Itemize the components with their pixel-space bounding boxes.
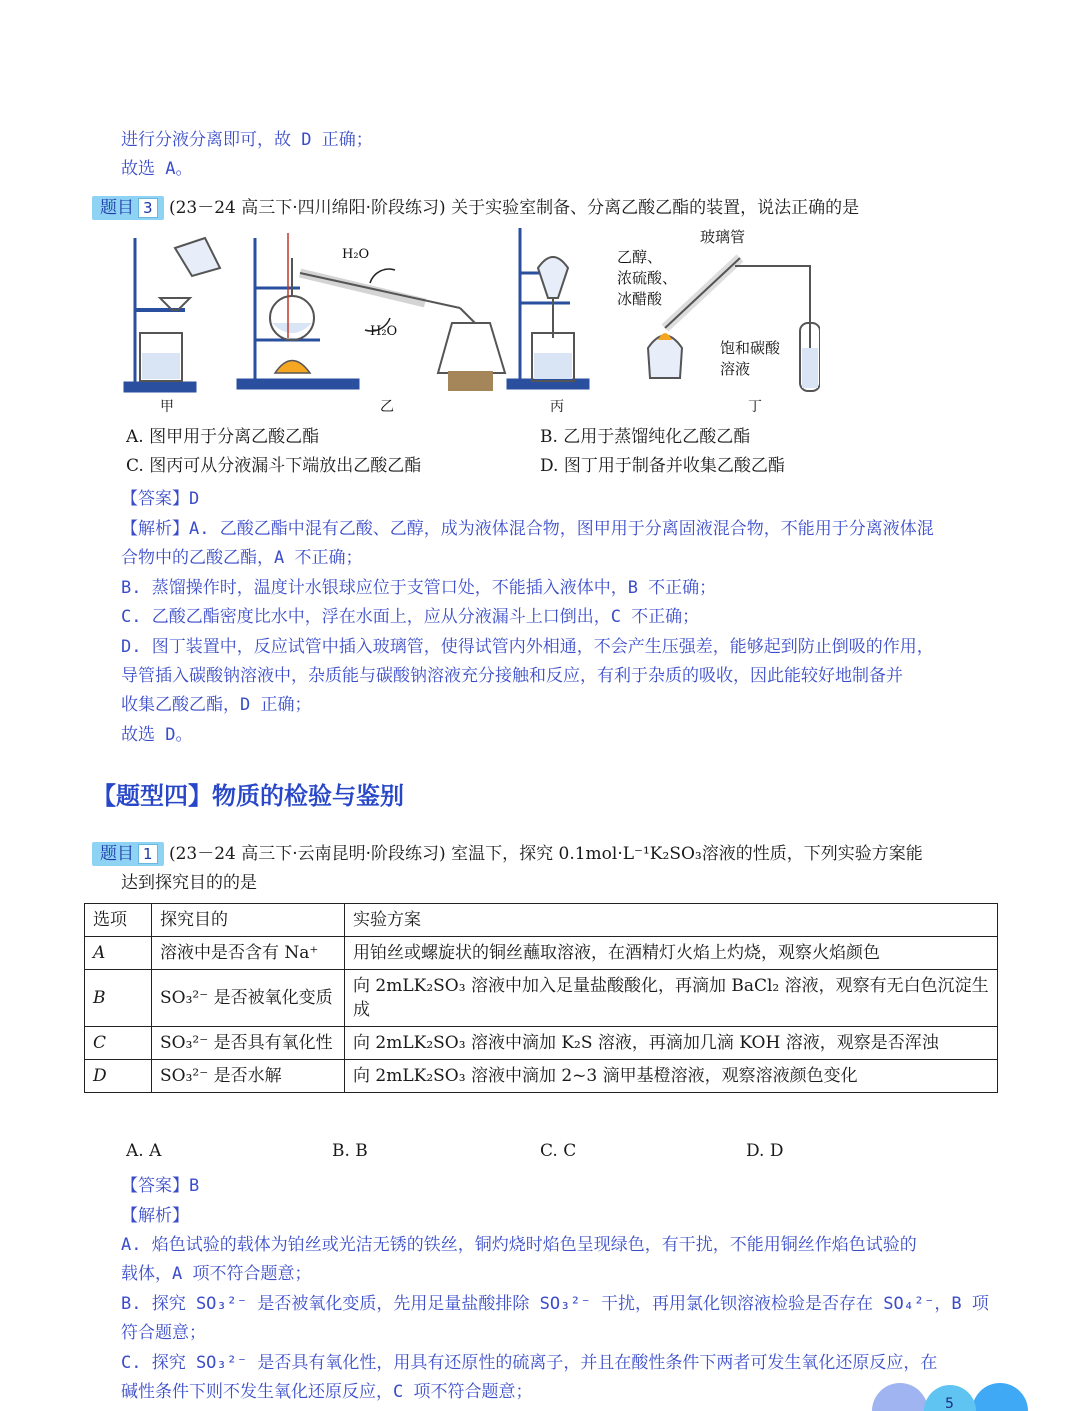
h2o-top-label: H₂O (342, 247, 370, 262)
q1-analysis-line-4: 符合题意； (121, 1323, 206, 1343)
apparatus-yi (238, 233, 505, 391)
apparatus-bing (508, 228, 588, 388)
table-header-row (85, 904, 998, 937)
q3-analysis-line-8: 故选 D。 (121, 725, 193, 745)
q3-analysis-line-5: D. 图丁装置中，反应试管中插入玻璃管，使得试管内外相通，不会产生压强差，能够起到防止倒吸的作用， (121, 637, 934, 657)
q1-option-d: D. D (746, 1141, 784, 1161)
question-1-header (92, 842, 923, 866)
table-header-cell: 探究目的 (152, 904, 345, 937)
table-cell: 向 2mLK₂SO₃ 溶液中滴加 K₂S 溶液，再滴加几滴 KOH 溶液，观察是否浑浊 (345, 1027, 998, 1060)
question-tag: 题目 1 (92, 842, 164, 866)
table-row (85, 1027, 998, 1060)
apparatus-figure (120, 228, 820, 418)
q3-option-d: D. 图丁用于制备并收集乙酸乙酯 (540, 456, 785, 476)
table-cell: B (85, 970, 152, 1027)
apparatus-jia (125, 238, 220, 391)
table-header-cell: 实验方案 (345, 904, 998, 937)
q3-analysis-line-4: C. 乙酸乙酯密度比水中，浮在水面上，应从分液漏斗上口倒出，C 不正确； (121, 607, 700, 627)
q3-analysis-line-3: B. 蒸馏操作时，温度计水银球应位于支管口处，不能插入液体中，B 不正确； (121, 578, 717, 598)
q1-answer: 【答案】B (121, 1176, 200, 1196)
reagents-label-3: 冰醋酸 (617, 290, 663, 308)
q1-analysis-line-2: 载体，A 项不符合题意； (121, 1264, 312, 1284)
q3-option-b: B. 乙用于蒸馏纯化乙酸乙酯 (540, 427, 751, 447)
glass-tube-label: 玻璃管 (700, 228, 746, 246)
question-1-stem-2: 达到探究目的的是 (121, 873, 257, 893)
q3-answer: 【答案】D (121, 489, 200, 509)
continuation-line-2: 故选 A。 (121, 159, 193, 179)
table-cell: 溶液中是否含有 Na⁺ (152, 937, 345, 970)
table-cell: A (85, 937, 152, 970)
table-row (85, 970, 998, 1027)
question-tag: 题目 3 (92, 196, 164, 220)
label-ding: 丁 (748, 399, 762, 415)
table-cell: D (85, 1060, 152, 1093)
table-cell: SO₃²⁻ 是否被氧化变质 (152, 970, 345, 1027)
q1-option-b: B. B (332, 1141, 368, 1161)
q1-analysis-line-6: 碱性条件下则不发生氧化还原反应，C 项不符合题意； (121, 1382, 533, 1402)
q1-analysis-head: 【解析】 (121, 1206, 189, 1226)
table-header-cell: 选项 (85, 904, 152, 937)
section-title: 【题型四】物质的检验与鉴别 (92, 782, 404, 810)
question-3-stem: (23－24 高三下·四川绵阳·阶段练习) 关于实验室制备、分离乙酸乙酯的装置，说法正确的是 (168, 198, 860, 218)
q3-analysis-line-1: 【解析】A. 乙酸乙酯中混有乙酸、乙醇，成为液体混合物，图甲用于分离固液混合物，不能用于分离液体混 (121, 519, 934, 539)
q1-option-c: C. C (540, 1141, 577, 1161)
table-row (85, 1060, 998, 1093)
table-cell: SO₃²⁻ 是否具有氧化性 (152, 1027, 345, 1060)
page-number-badge (870, 1371, 1080, 1411)
table-cell: C (85, 1027, 152, 1060)
q3-analysis-line-2: 合物中的乙酸乙酯，A 不正确； (121, 548, 363, 568)
question-3-header (92, 196, 859, 220)
table-cell: 向 2mLK₂SO₃ 溶液中加入足量盐酸酸化，再滴加 BaCl₂ 溶液，观察有无白色沉淀生成 (345, 970, 998, 1027)
table-row (85, 937, 998, 970)
q3-analysis-line-7: 收集乙酸乙酯，D 正确； (121, 695, 312, 715)
q1-option-a: A. A (126, 1141, 162, 1161)
table-cell: SO₃²⁻ 是否水解 (152, 1060, 345, 1093)
q3-analysis-line-6: 导管插入碳酸钠溶液中，杂质能与碳酸钠溶液充分接触和反应，有利于杂质的吸收，因此能较好地制备并 (121, 666, 903, 686)
label-yi: 乙 (380, 399, 394, 415)
q3-option-a: A. 图甲用于分离乙酸乙酯 (126, 427, 320, 447)
na2co3-label-2: 溶液 (720, 360, 751, 378)
table-cell: 用铂丝或螺旋状的铜丝蘸取溶液，在酒精灯火焰上灼烧，观察火焰颜色 (345, 937, 998, 970)
page-number: 5 (945, 1396, 954, 1411)
na2co3-label-1: 饱和碳酸 (720, 339, 781, 357)
table-cell: 向 2mLK₂SO₃ 溶液中滴加 2~3 滴甲基橙溶液，观察溶液颜色变化 (345, 1060, 998, 1093)
q1-analysis-line-1: A. 焰色试验的载体为铂丝或光洁无锈的铁丝，铜灼烧时焰色呈现绿色，有干扰，不能用铜丝作焰色试验的 (121, 1235, 917, 1255)
q3-option-c: C. 图丙可从分液漏斗下端放出乙酸乙酯 (126, 456, 422, 476)
reagents-label-1: 乙醇、 (617, 248, 663, 266)
h2o-bottom-label: H₂O (370, 324, 398, 339)
q1-analysis-line-5: C. 探究 SO₃²⁻ 是否具有氧化性，用具有还原性的硫离子，并且在酸性条件下两者可发生氧化还原反应，在 (121, 1353, 938, 1373)
label-jia: 甲 (160, 399, 174, 415)
label-bing: 丙 (550, 399, 564, 415)
reagents-label-2: 浓硫酸、 (617, 269, 678, 287)
continuation-line-1: 进行分液分离即可，故 D 正确； (121, 130, 373, 150)
question-1-stem-1: (23－24 高三下·云南昆明·阶段练习) 室温下，探究 0.1mol·L⁻¹K₂SO₃溶液的性质，下列实验方案能 (168, 844, 923, 864)
q1-analysis-line-3: B. 探究 SO₃²⁻ 是否被氧化变质，先用足量盐酸排除 SO₃²⁻ 干扰，再用氯化钡溶液检验是否存在 SO₄²⁻，B 项 (121, 1294, 989, 1314)
experiment-table (84, 903, 998, 1093)
